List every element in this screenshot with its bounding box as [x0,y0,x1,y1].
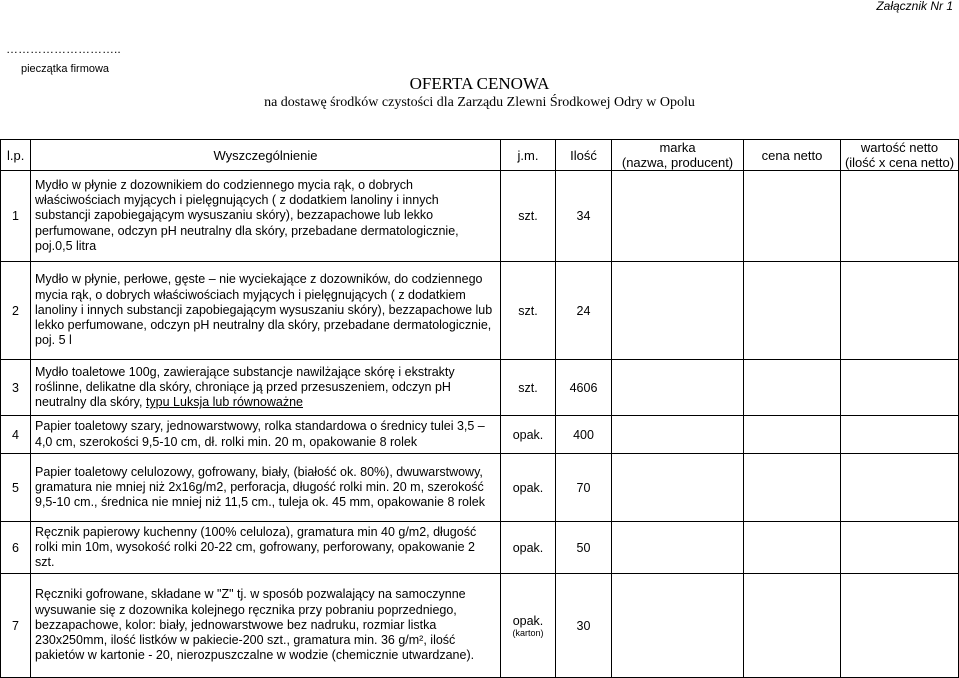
row-price-cell[interactable] [744,454,841,522]
row-quantity: 34 [556,171,612,262]
row-description: Papier toaletowy szary, jednowarstwowy, rolka standardowa o średnicy tulei 3,5 – 4,0 cm, szerokości 9,5-10 cm, dł. rolki min. 20 m, opakowanie 8 rolek [31,416,501,454]
row-unit-text: opak. [512,613,544,628]
table-row [1,454,959,522]
header-lp: l.p. [1,140,31,171]
header-price: cena netto [744,140,841,171]
row-quantity: 4606 [556,360,612,416]
row-price-cell[interactable] [744,416,841,454]
table-row [1,416,959,454]
row-lp: 6 [1,522,31,574]
row-unit: opak. [501,416,556,454]
row-quantity: 24 [556,262,612,360]
row-description: Mydło w płynie, perłowe, gęste – nie wyciekające z dozowników, do codziennego mycia rąk, o dobrych właściwościach myjących i pielęgnujących ( z dodatkiem lanoliny i innych substancji zapobiegającym wysuszaniu skóry), bezzapachowe lub lekko perfumowane, odczyn pH neutralny dla skóry, przebadane dermatologicznie, poj. 5 l [31,262,501,360]
row-quantity: 70 [556,454,612,522]
offer-table [0,139,959,678]
header-brand [612,140,744,171]
row-description: Ręczniki gofrowane, składane w "Z" tj. w sposób pozwalający na samoczynne wysuwanie się z dozownika kolejnego ręcznika przy pobraniu poprzedniego, bezzapachowe, kolor: biały, jednowarstwowe bez nadruku, rozmiar listka 230x250mm, ilość listków w pakiecie-200 szt., gramatura min. 36 g/m², ilość pakietów w kartonie - 20, nierozpuszczalne w wodzie (chemicznie utwardzane). [31,574,501,678]
row-lp: 2 [1,262,31,360]
row-price-cell[interactable] [744,522,841,574]
row-brand-cell[interactable] [612,262,744,360]
row-quantity: 30 [556,574,612,678]
row-unit: szt. [501,262,556,360]
attachment-label: Załącznik Nr 1 [876,0,953,13]
row-value-cell[interactable] [841,454,959,522]
page-title: OFERTA CENOWA [409,74,550,93]
row-brand-cell[interactable] [612,454,744,522]
row-quantity: 50 [556,522,612,574]
header-quantity: Ilość [556,140,612,171]
row-value-cell[interactable] [841,171,959,262]
row-description: Papier toaletowy celulozowy, gofrowany, biały, (białość ok. 80%), dwuwarstwowy, gramatura nie mniej niż 2x16g/m2, perforacja, długość rolki min. 20 m, szerokość 9,5-10 cm., średnica nie mniej niż 11,5 cm., tuleja ok. 45 mm, opakowanie 8 rolek [31,454,501,522]
header-brand-line1: marka [659,140,696,155]
row-brand-cell[interactable] [612,416,744,454]
row-unit: opak. [501,522,556,574]
row-description-underlined: typu Luksja lub równoważne [145,395,303,410]
row-brand-cell[interactable] [612,360,744,416]
row-value-cell[interactable] [841,416,959,454]
row-quantity: 400 [556,416,612,454]
row-value-cell[interactable] [841,574,959,678]
header-value-line1: wartość netto [860,140,939,155]
row-brand-cell[interactable] [612,171,744,262]
table-row [1,262,959,360]
stamp-dots: ……………………….. [6,42,121,56]
table-row [1,360,959,416]
header-value-line2: (ilość x cena netto) [844,155,955,170]
table-row [1,522,959,574]
header-unit: j.m. [501,140,556,171]
header-value [841,140,959,171]
row-lp: 4 [1,416,31,454]
stamp-label: pieczątka firmowa [21,63,110,75]
row-unit: szt. [501,360,556,416]
row-value-cell[interactable] [841,522,959,574]
page-subtitle: na dostawę środków czystości dla Zarządu Zlewni Środkowej Odry w Opolu [264,95,695,110]
header-description: Wyszczególnienie [31,140,501,171]
row-description [31,360,501,416]
row-unit [501,574,556,678]
row-brand-cell[interactable] [612,522,744,574]
row-price-cell[interactable] [744,574,841,678]
row-value-cell[interactable] [841,262,959,360]
row-unit: opak. [501,454,556,522]
row-lp: 3 [1,360,31,416]
row-unit: szt. [501,171,556,262]
row-description: Ręcznik papierowy kuchenny (100% celuloza), gramatura min 40 g/m2, długość rolki min 10m, wysokość rolki 20-22 cm, gofrowany, perforowany, opakowanie 2 szt. [31,522,501,574]
table-row [1,574,959,678]
row-unit-sub: (karton) [512,627,544,638]
header-brand-line2: (nazwa, producent) [621,155,734,170]
row-price-cell[interactable] [744,360,841,416]
row-value-cell[interactable] [841,360,959,416]
row-lp: 5 [1,454,31,522]
row-price-cell[interactable] [744,262,841,360]
row-brand-cell[interactable] [612,574,744,678]
row-description: Mydło w płynie z dozownikiem do codziennego mycia rąk, o dobrych właściwościach myjących i pielęgnujących ( z dodatkiem lanoliny i innych substancji zapobiegającym wysuszaniu skóry), bezzapachowe lub lekko perfumowane, odczyn pH neutralny dla skóry, przebadane dermatologicznie, poj.0,5 litra [31,171,501,262]
row-lp: 7 [1,574,31,678]
row-lp: 1 [1,171,31,262]
row-price-cell[interactable] [744,171,841,262]
table-row [1,171,959,262]
row-description-text: Mydło toaletowe 100g, zawierające substancje nawilżające skórę i ekstrakty roślinne, delikatne dla skóry, chroniące ją przed przesuszeniem, odczyn pH neutralny dla skóry, [35,364,455,410]
table-header-row [1,140,959,171]
